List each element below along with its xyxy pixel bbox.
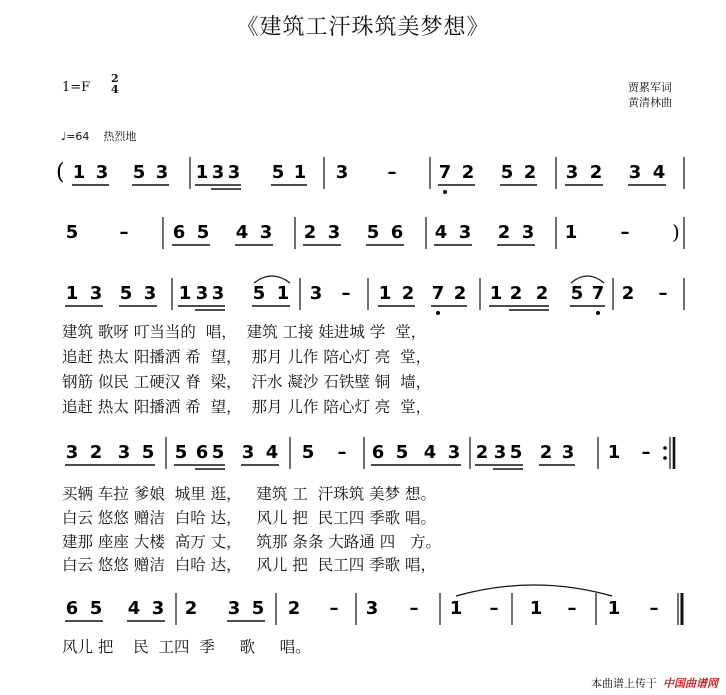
note: 3 (565, 162, 579, 183)
note: 4 (127, 598, 141, 619)
note: 6 (371, 442, 385, 463)
dash-sustain: – (409, 598, 419, 619)
dash-sustain: – (329, 598, 339, 619)
lyric-line: 追赶 热太 阳播洒 希 望， 那月 儿作 陪心灯 亮 堂， (62, 398, 432, 416)
footer (591, 675, 718, 691)
note: 3 (561, 442, 575, 463)
note: 5 (271, 162, 285, 183)
note: 4 (434, 222, 448, 243)
note: 4 (235, 222, 249, 243)
note: 5 (570, 283, 584, 304)
note: 5 (301, 442, 315, 463)
slur-arc (254, 276, 290, 283)
note: 2 (621, 283, 635, 304)
note: 3 (309, 283, 323, 304)
note: 3 (89, 283, 103, 304)
lyric-line: 建那 座座 大楼 高万 丈， 筑那 条条 大路通 四 方。 (62, 533, 441, 551)
note: 3 (95, 162, 109, 183)
note: 3 (65, 442, 79, 463)
note: 2 (475, 442, 489, 463)
note: 1 (564, 222, 578, 243)
note: 2 (539, 442, 553, 463)
note: 6 (65, 598, 79, 619)
dash-sustain: – (337, 442, 347, 463)
note: 3 (447, 442, 461, 463)
note: 3 (227, 598, 241, 619)
note: 5 (196, 222, 210, 243)
note: 2 (453, 283, 467, 304)
paren-open: ( (56, 160, 65, 185)
lyric-line: 风儿 把 民 工四 季 歌 唱。 (62, 638, 311, 656)
note: 3 (493, 442, 507, 463)
slur-arc (571, 276, 604, 283)
note: 1 (529, 598, 543, 619)
note: 3 (521, 222, 535, 243)
note: 3 (117, 442, 131, 463)
note: 1 (293, 162, 307, 183)
note: 3 (143, 283, 157, 304)
note: 5 (395, 442, 409, 463)
note: 4 (265, 442, 279, 463)
note: 3 (628, 162, 642, 183)
note: 3 (327, 222, 341, 243)
tempo-bpm: ♩=64 (61, 130, 90, 143)
note: 4 (423, 442, 437, 463)
note: 7 (431, 283, 445, 304)
tie-arc (456, 585, 612, 596)
note: 2 (589, 162, 603, 183)
repeat-dot (663, 446, 667, 450)
note: 3 (458, 222, 472, 243)
note: 1 (607, 442, 621, 463)
note: 1 (607, 598, 621, 619)
dash-sustain: – (641, 442, 651, 463)
dash-sustain: – (567, 598, 577, 619)
note: 2 (89, 442, 103, 463)
lyric-line: 建筑 歌呀 叮当当的 唱， 建筑 工接 娃进城 学 堂， (62, 323, 427, 341)
note: 1 (449, 598, 463, 619)
dash-sustain: – (341, 283, 351, 304)
dash-sustain: – (387, 162, 397, 183)
note: 1 (65, 283, 79, 304)
note: 2 (509, 283, 523, 304)
note: 1 (489, 283, 503, 304)
key-signature: 1=F (62, 80, 91, 95)
note: 2 (497, 222, 511, 243)
note: 3 (227, 162, 241, 183)
note: 1 (378, 283, 392, 304)
note: 3 (195, 283, 209, 304)
time-signature-bottom: 4 (111, 83, 119, 96)
note: 5 (174, 442, 188, 463)
song-title: 《建筑工汗珠筑美梦想》 (236, 15, 490, 40)
octave-dot (596, 311, 600, 315)
octave-dot (436, 311, 440, 315)
paren-close: ) (672, 220, 680, 244)
note: 6 (172, 222, 186, 243)
lyric-line: 钢筋 似民 工硬汉 脊 梁， 汗水 凝沙 石铁壁 铜 墙， (62, 373, 432, 391)
note: 5 (509, 442, 523, 463)
note: 5 (251, 598, 265, 619)
note: 6 (195, 442, 209, 463)
lyricist-credit: 贾累军词 (628, 81, 672, 94)
octave-dot (443, 190, 447, 194)
note: 5 (89, 598, 103, 619)
note: 2 (401, 283, 415, 304)
note: 6 (390, 222, 404, 243)
note: 5 (132, 162, 146, 183)
note: 1 (276, 283, 290, 304)
time-signature-top: 2 (111, 72, 119, 85)
note: 3 (155, 162, 169, 183)
note: 7 (591, 283, 605, 304)
tempo-expression: 热烈地 (103, 130, 137, 143)
footer-text: 本曲谱上传于 (591, 677, 657, 690)
dash-sustain: – (658, 283, 668, 304)
note: 5 (366, 222, 380, 243)
lyric-line: 白云 悠悠 赠洁 白哈 达， 风儿 把 民工四 季歌 唱。 (62, 509, 437, 527)
dash-sustain: – (620, 222, 630, 243)
composer-credit: 黄清林曲 (628, 96, 672, 109)
lyric-line: 白云 悠悠 赠洁 白哈 达， 风儿 把 民工四 季歌 唱， (62, 556, 437, 574)
note: 5 (211, 442, 225, 463)
note: 3 (241, 442, 255, 463)
lyric-line: 买辆 车拉 爹娘 城里 逛， 建筑 工 汗珠筑 美梦 想。 (62, 485, 437, 503)
note: 3 (211, 283, 225, 304)
note: 2 (461, 162, 475, 183)
note: 1 (72, 162, 86, 183)
note: 5 (252, 283, 266, 304)
note: 1 (178, 283, 192, 304)
repeat-dot (663, 456, 667, 460)
note: 2 (535, 283, 549, 304)
note: 1 (195, 162, 209, 183)
note: 3 (335, 162, 349, 183)
note: 2 (184, 598, 198, 619)
site-logo: 中国曲谱网 (663, 677, 718, 690)
note: 2 (303, 222, 317, 243)
note: 5 (141, 442, 155, 463)
note: 2 (287, 598, 301, 619)
dash-sustain: – (489, 598, 499, 619)
lyric-line: 追赶 热太 阳播洒 希 望， 那月 儿作 陪心灯 亮 堂， (62, 348, 432, 366)
note: 7 (438, 162, 452, 183)
note: 4 (652, 162, 666, 183)
note: 5 (65, 222, 79, 243)
note: 3 (259, 222, 273, 243)
dash-sustain: – (119, 222, 129, 243)
note: 2 (523, 162, 537, 183)
note: 3 (365, 598, 379, 619)
dash-sustain: – (649, 598, 659, 619)
note: 3 (211, 162, 225, 183)
note: 3 (151, 598, 165, 619)
note: 5 (500, 162, 514, 183)
note: 5 (119, 283, 133, 304)
